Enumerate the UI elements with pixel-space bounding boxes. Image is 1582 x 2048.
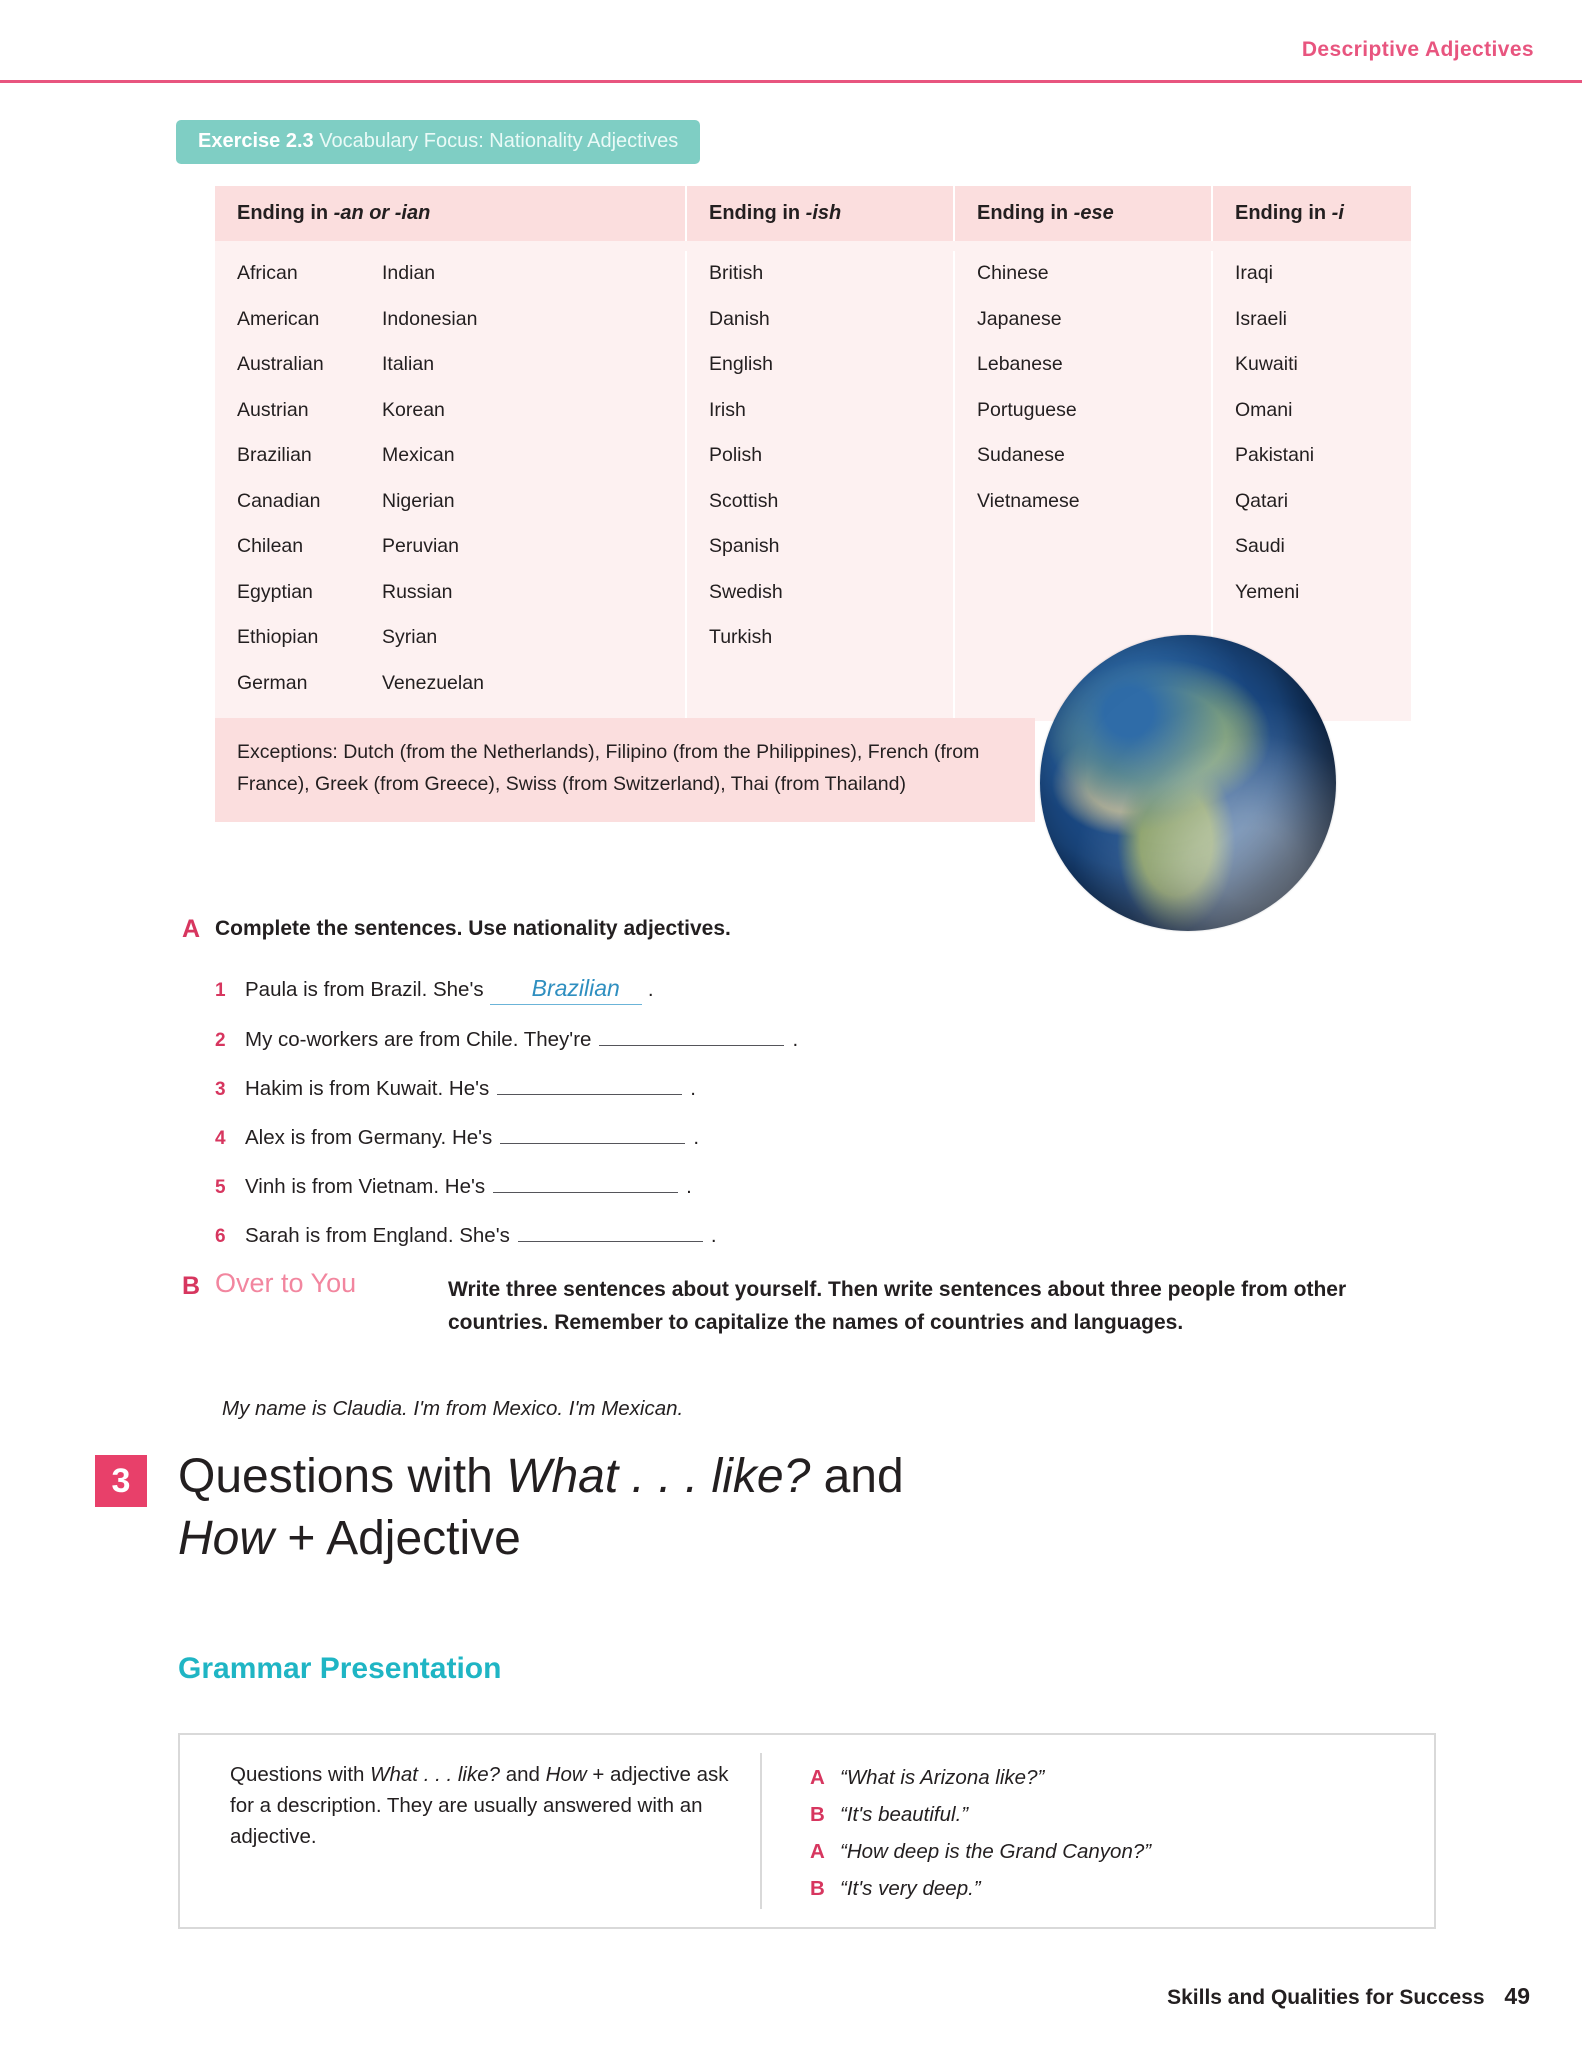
table-cell: Portuguese xyxy=(977,398,1077,421)
over-to-you-label: Over to You xyxy=(215,1268,357,1298)
table-header-i: Ending in -i xyxy=(1211,186,1411,241)
table-cell: Nigerian xyxy=(382,489,455,512)
list-item xyxy=(215,1220,1365,1269)
table-cell: Venezuelan xyxy=(382,671,484,694)
running-head: Descriptive Adjectives xyxy=(1301,38,1534,61)
table-cell: Ethiopian xyxy=(237,626,319,648)
table-cell: Lebanese xyxy=(977,353,1063,375)
table-header-an-ian: Ending in -an or -ian xyxy=(237,202,431,224)
example-exchange xyxy=(810,1759,1434,1796)
part-b-letter: B xyxy=(182,1272,201,1300)
item-text: Sarah is from England. She's xyxy=(245,1224,510,1247)
item-tail: . xyxy=(690,1077,696,1100)
section-number-badge: 3 xyxy=(95,1455,147,1507)
table-header-ish: Ending in -ish xyxy=(685,186,953,241)
item-tail: . xyxy=(647,978,654,1001)
table-cell: English xyxy=(709,353,773,375)
table-cell: Sudanese xyxy=(977,444,1065,466)
table-cell: Indian xyxy=(382,262,436,284)
exercise-banner xyxy=(176,120,700,164)
exercise-number: Exercise 2.3 xyxy=(198,130,314,152)
section-title: Questions with What . . . like? and How + Adjective xyxy=(178,1450,904,1565)
example-exchange xyxy=(810,1796,1434,1833)
table-cell: Spanish xyxy=(709,535,780,557)
list-item xyxy=(215,1073,1365,1122)
table-cell: American xyxy=(237,307,320,330)
table-cell: Swedish xyxy=(709,580,783,603)
table-cell: Mexican xyxy=(382,444,455,466)
globe-highlight xyxy=(1040,635,1336,931)
answer-blank[interactable] xyxy=(497,1073,682,1095)
speaker-label: A xyxy=(810,1840,825,1863)
answer-field[interactable]: Brazilian xyxy=(490,975,642,1005)
grammar-presentation-box xyxy=(178,1733,1436,1929)
table-cell: Indonesian xyxy=(382,307,478,330)
example-line: “It's beautiful.” xyxy=(840,1803,969,1826)
table-subcolumn-b xyxy=(382,251,582,721)
table-cell: Turkish xyxy=(709,626,773,648)
footer-text: Skills and Qualities for Success xyxy=(1167,1986,1485,2009)
table-column-ish xyxy=(685,251,953,721)
answer-blank[interactable] xyxy=(493,1171,678,1193)
table-column-an-ian xyxy=(215,251,685,721)
item-text: Alex is from Germany. He's xyxy=(245,1126,493,1149)
table-cell: Korean xyxy=(382,398,445,421)
speaker-label: B xyxy=(810,1803,825,1826)
item-tail: . xyxy=(693,1126,700,1149)
item-text: Vinh is from Vietnam. He's xyxy=(245,1175,486,1198)
presentation-examples xyxy=(762,1735,1434,1927)
table-exceptions-note: Exceptions: Dutch (from the Netherlands), Filipino (from the Philippines), French (from France), Greek (from Greece), Swiss (from Switzerland), Thai (from Thailand) xyxy=(215,718,1035,822)
item-tail: . xyxy=(686,1175,692,1198)
speaker-label: A xyxy=(810,1766,825,1789)
example-exchange xyxy=(810,1833,1434,1870)
table-cell: Qatari xyxy=(1235,489,1289,512)
table-cell: Egyptian xyxy=(237,580,313,603)
table-cell: Polish xyxy=(709,444,763,466)
item-text: My co-workers are from Chile. They're xyxy=(245,1028,592,1051)
table-cell: Canadian xyxy=(237,489,321,512)
item-text: Hakim is from Kuwait. He's xyxy=(245,1077,490,1100)
table-header-ese: Ending in -ese xyxy=(953,186,1211,241)
table-cell: Russian xyxy=(382,580,453,603)
table-subcolumn-a xyxy=(237,251,382,721)
table-cell: Italian xyxy=(382,353,435,375)
table-cell: Scottish xyxy=(709,489,779,512)
header-rule xyxy=(0,80,1582,83)
table-cell: Austrian xyxy=(237,398,309,421)
item-number: 3 xyxy=(215,1079,226,1100)
part-b-instruction: Write three sentences about yourself. Then write sentences about three people from other countries. Remember to capitalize the names of countries and languages. xyxy=(448,1278,1347,1334)
table-cell: German xyxy=(237,671,308,694)
table-cell: African xyxy=(237,262,298,284)
table-cell: Iraqi xyxy=(1235,262,1273,284)
part-a-letter: A xyxy=(182,915,201,943)
item-text: Paula is from Brazil. She's xyxy=(245,978,484,1001)
answer-blank[interactable] xyxy=(518,1220,703,1242)
example-line: “What is Arizona like?” xyxy=(840,1766,1045,1789)
list-item xyxy=(215,975,1365,1024)
part-a-instruction: Complete the sentences. Use nationality adjectives. xyxy=(215,917,731,940)
item-tail: . xyxy=(792,1028,799,1051)
presentation-explanation: Questions with What . . . like? and How + adjective ask for a description. They are usually answered with an adjective. xyxy=(230,1763,729,1848)
table-cell: Yemeni xyxy=(1235,580,1300,603)
example-line: “It's very deep.” xyxy=(840,1877,981,1900)
table-cell: Irish xyxy=(709,398,746,421)
table-cell: Australian xyxy=(237,353,324,375)
table-cell: Chinese xyxy=(977,262,1049,284)
list-item xyxy=(215,1024,1365,1073)
list-item xyxy=(215,1171,1365,1220)
globe-image xyxy=(1040,635,1336,931)
table-cell: Brazilian xyxy=(237,444,312,466)
table-cell: British xyxy=(709,262,764,284)
table-cell: Peruvian xyxy=(382,535,459,557)
exercise-title: Vocabulary Focus: Nationality Adjectives xyxy=(319,130,679,152)
page-number: 49 xyxy=(1504,1983,1530,2009)
table-header-row xyxy=(215,186,1411,241)
table-cell: Saudi xyxy=(1235,535,1285,557)
example-exchange xyxy=(810,1870,1434,1907)
part-a-items xyxy=(215,975,1365,1269)
item-number: 1 xyxy=(215,980,226,1001)
grammar-presentation-heading: Grammar Presentation xyxy=(178,1652,502,1685)
answer-blank[interactable] xyxy=(500,1122,685,1144)
table-cell: Syrian xyxy=(382,626,438,648)
answer-blank[interactable] xyxy=(599,1024,784,1046)
list-item xyxy=(215,1122,1365,1171)
table-cell: Japanese xyxy=(977,307,1062,330)
table-cell: Israeli xyxy=(1235,307,1288,330)
item-number: 6 xyxy=(215,1226,226,1247)
item-tail: . xyxy=(710,1224,717,1247)
table-cell: Danish xyxy=(709,307,770,330)
table-cell: Pakistani xyxy=(1235,444,1315,466)
table-cell: Omani xyxy=(1235,398,1293,421)
item-number: 5 xyxy=(215,1177,226,1198)
table-cell: Chilean xyxy=(237,535,304,557)
example-line: “How deep is the Grand Canyon?” xyxy=(840,1840,1152,1863)
part-b-example: My name is Claudia. I'm from Mexico. I'm Mexican. xyxy=(222,1397,684,1420)
speaker-label: B xyxy=(810,1877,825,1900)
page-footer xyxy=(1167,1983,1530,2010)
item-number: 2 xyxy=(215,1030,226,1051)
item-number: 4 xyxy=(215,1128,226,1149)
table-cell: Kuwaiti xyxy=(1235,353,1298,375)
table-cell: Vietnamese xyxy=(977,489,1080,512)
